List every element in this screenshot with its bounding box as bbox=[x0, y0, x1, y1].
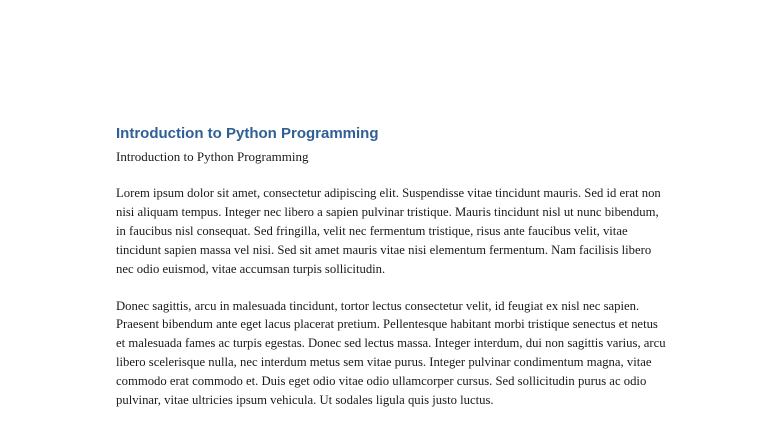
document-body bbox=[116, 124, 668, 410]
paragraph: Donec sagittis, arcu in malesuada tincidunt, tortor lectus consectetur velit, id feugiat ex nisl nec sapien. Praesent bibendum ante eget lacus placerat pretium. Pellentesque habitant morbi tristique senectus et netus et malesuada fames ac turpis egestas. Donec sed lectus massa. Integer interdum, dui non sagittis varius, arcu libero scelerisque nulla, nec interdum metus sem vitae purus. Integer pulvinar condimentum magna, vitae commodo erat commodo et. Duis eget odio vitae odio ullamcorper cursus. Sed sollicitudin purus ac odio pulvinar, vitae ultricies ipsum vehicula. Ut sodales ligula quis justo luctus. bbox=[116, 298, 666, 408]
document-heading: Introduction to Python Programming bbox=[116, 125, 379, 142]
document-subtitle: Introduction to Python Programming bbox=[116, 149, 309, 164]
paragraph: Lorem ipsum dolor sit amet, consectetur adipiscing elit. Suspendisse vitae tincidunt mauris. Sed id erat non nisi aliquam tempus. Integer nec libero a sapien pulvinar tristique. Mauris tincidunt nisl ut nunc bibendum, in faucibus nisl consequat. Sed fringilla, velit nec fermentum tristique, risus ante faucibus velit, vitae tincidunt sapien massa vel nisi. Sed sit amet mauris vitae nisi elementum fermentum. Nam facilisis libero nec odio euismod, vitae accumsan turpis sollicitudin. bbox=[116, 186, 661, 276]
